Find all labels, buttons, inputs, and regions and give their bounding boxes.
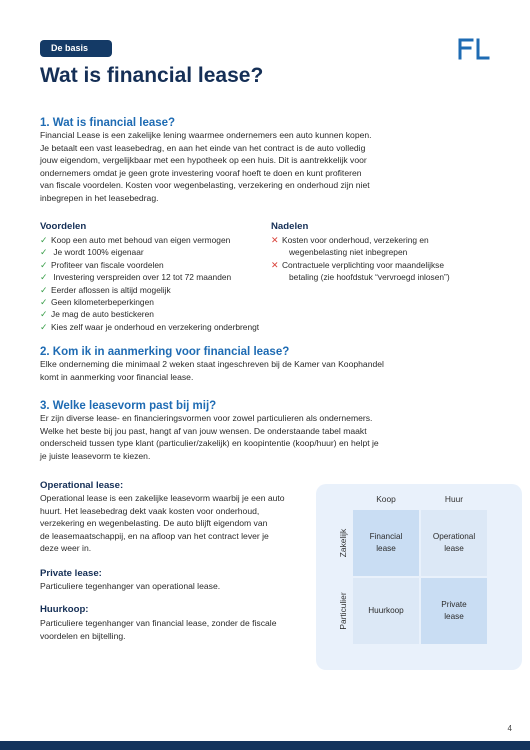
list-item-text: Eerder aflossen is altijd mogelijk bbox=[51, 284, 171, 295]
text-line: van fiscale voordelen. Kosten voor wegenbelasting, verzekering en onderhoud zijn niet bbox=[40, 180, 370, 191]
list-item-text: Geen kilometerbeperkingen bbox=[51, 297, 154, 308]
section-badge: De basis bbox=[40, 40, 112, 57]
text-line: Operational lease is een zakelijke leasevorm waarbij je een auto bbox=[40, 493, 285, 503]
check-icon: ✓ bbox=[40, 235, 48, 245]
list-item bbox=[40, 308, 280, 320]
text-line: Financial Lease is een zakelijke lening waarmee ondernemers een auto kunnen kopen. bbox=[40, 130, 372, 140]
text-line: voordelen en bijtelling. bbox=[40, 630, 126, 641]
list-item-text: Kosten voor onderhoud, verzekering en bbox=[282, 235, 429, 245]
footer-bar bbox=[0, 741, 530, 750]
text-line: onderscheid tussen type klant (particulier/zakelijk) en koopintentie (koop/huur) en helpt je bbox=[40, 438, 379, 449]
text-line: Welke het beste bij jou past, hangt af van jouw wensen. De onderstaande tabel maakt bbox=[40, 425, 367, 436]
page-title: Wat is financial lease? bbox=[40, 64, 264, 87]
cons-list bbox=[271, 234, 491, 284]
list-item bbox=[40, 271, 280, 283]
text-line: Er zijn diverse lease- en financieringsvormen voor zowel particulieren als ondernemers. bbox=[40, 413, 373, 423]
fl-logo bbox=[458, 38, 490, 60]
pros-heading: Voordelen bbox=[40, 221, 87, 232]
list-item bbox=[40, 259, 280, 271]
column-header-huur: Huur bbox=[444, 494, 464, 504]
section3-paragraph bbox=[40, 412, 379, 462]
cell-financial-lease: Financial lease bbox=[353, 510, 419, 576]
list-item-text: betaling (zie hoofdstuk “vervroegd inlosen”) bbox=[289, 272, 450, 283]
list-item-text: Kies zelf waar je onderhoud en verzekering onderbrengt bbox=[51, 321, 260, 332]
section2-paragraph bbox=[40, 358, 384, 383]
text-line: Particuliere tegenhanger van operational lease. bbox=[40, 581, 221, 591]
check-icon: ✓ bbox=[40, 259, 48, 270]
pros-list bbox=[40, 234, 280, 333]
check-icon: ✓ bbox=[40, 284, 48, 295]
list-item bbox=[40, 296, 280, 308]
cell-operational-lease: Operational lease bbox=[421, 510, 487, 576]
list-item bbox=[271, 259, 491, 284]
text-line: ondernemers omdat je geen grote investering vooraf hoeft te doen en kunt profiteren bbox=[40, 167, 362, 178]
text-line: verzekering en wegenbelasting. De auto blijft eigendom van bbox=[40, 518, 268, 529]
list-item-text: Investering verspreiden over 12 tot 72 maanden bbox=[51, 272, 232, 283]
text-line: je juiste leasevorm te kiezen. bbox=[40, 450, 151, 461]
text-line: huurt. Het leasebedrag dekt vaak kosten voor onderhoud, bbox=[40, 505, 260, 516]
section1-heading: 1. Wat is financial lease? bbox=[40, 117, 176, 129]
list-item-text: Koop een auto met behoud van eigen vermogen bbox=[51, 235, 231, 245]
list-item bbox=[40, 246, 280, 258]
list-item bbox=[40, 321, 280, 333]
hire-paragraph bbox=[40, 617, 276, 642]
page-number: 4 bbox=[507, 724, 512, 733]
operational-heading: Operational lease: bbox=[40, 480, 124, 491]
check-icon: ✓ bbox=[40, 297, 48, 308]
text-line: deze weer in. bbox=[40, 543, 92, 554]
list-item bbox=[271, 234, 491, 259]
text-line: komt in aanmerking voor financial lease. bbox=[40, 371, 194, 382]
section1-paragraph bbox=[40, 129, 372, 205]
text-line: Particuliere tegenhanger van financial lease, zonder de fiscale bbox=[40, 618, 277, 628]
text-line: inbegrepen in het leasebedrag. bbox=[40, 192, 159, 203]
list-item-text: Profiteer van fiscale voordelen bbox=[51, 259, 164, 270]
section3-heading: 3. Welke leasevorm past bij mij? bbox=[40, 400, 217, 412]
list-item-text: wegenbelasting niet inbegrepen bbox=[289, 247, 408, 258]
cross-icon: ✕ bbox=[271, 259, 279, 270]
check-icon: ✓ bbox=[40, 247, 48, 258]
column-header-koop: Koop bbox=[376, 494, 396, 504]
check-icon: ✓ bbox=[40, 272, 48, 283]
cons-heading: Nadelen bbox=[271, 221, 309, 232]
cell-private-lease: Private lease bbox=[421, 578, 487, 644]
cross-icon: ✕ bbox=[271, 235, 279, 245]
list-item-text: Je wordt 100% eigenaar bbox=[51, 247, 144, 258]
section2-heading: 2. Kom ik in aanmerking voor financial lease? bbox=[40, 346, 290, 358]
text-line: Je betaalt een vast leasebedrag, en aan het einde van het contract is de auto volledig bbox=[40, 142, 366, 153]
check-icon: ✓ bbox=[40, 321, 48, 332]
cell-huurkoop: Huurkoop bbox=[353, 578, 419, 644]
list-item-text: Contractuele verplichting voor maandelijkse bbox=[282, 259, 444, 270]
list-item bbox=[40, 284, 280, 296]
list-item bbox=[40, 234, 280, 246]
hire-heading: Huurkoop: bbox=[40, 604, 89, 615]
private-heading: Private lease: bbox=[40, 568, 102, 579]
check-icon: ✓ bbox=[40, 309, 48, 320]
text-line: jouw eigendom, vergelijkbaar met een hypotheek op een huis. Dit is aantrekkelijk voor bbox=[40, 155, 367, 166]
text-line: Elke onderneming die minimaal 2 weken staat ingeschreven bij de Kamer van Koophandel bbox=[40, 359, 384, 369]
row-header-zakelijk: Zakelijk bbox=[338, 528, 348, 558]
row-header-particulier: Particulier bbox=[338, 592, 348, 630]
text-line: de leasemaatschappij, en na afloop van het contract lever je bbox=[40, 530, 269, 541]
list-item-text: Je mag de auto bestickeren bbox=[51, 309, 154, 320]
private-paragraph bbox=[40, 580, 220, 593]
operational-paragraph bbox=[40, 492, 285, 555]
